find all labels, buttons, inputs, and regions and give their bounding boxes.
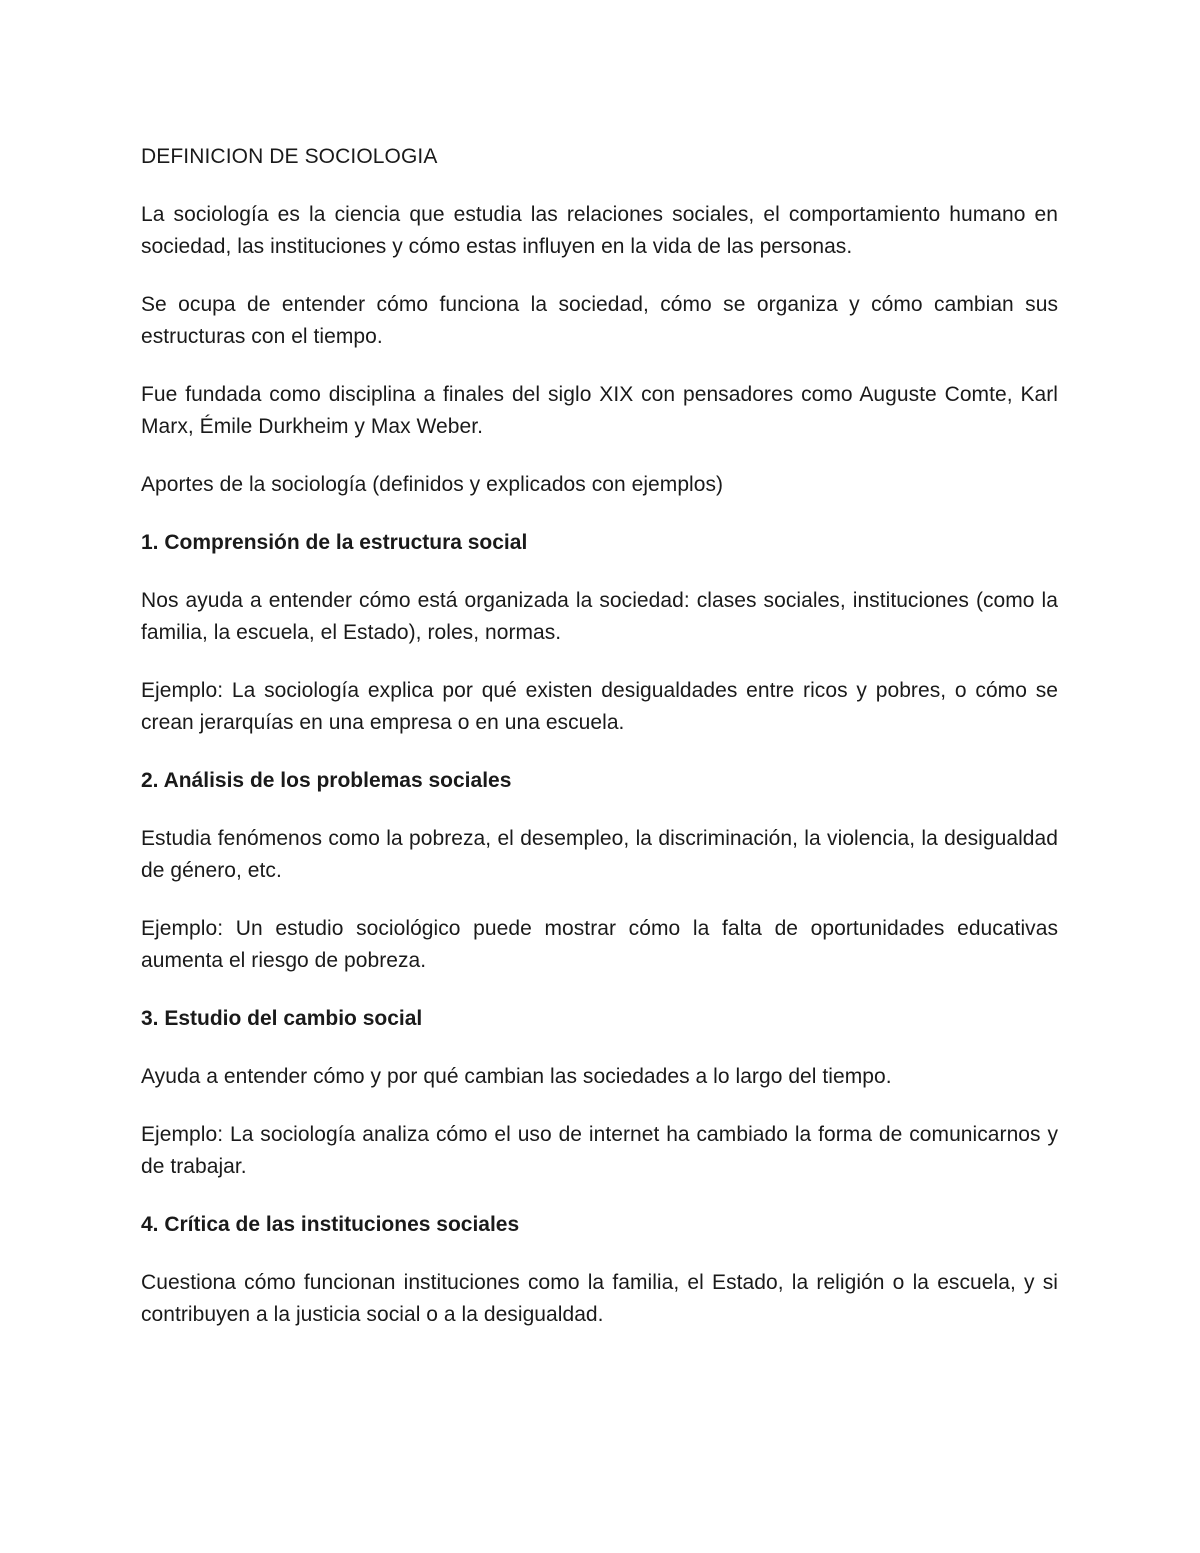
document-page xyxy=(141,141,1058,1331)
section-1-example: Ejemplo: La sociología explica por qué existen desigualdades entre ricos y pobres, o cómo se crean jerarquías en una empresa o en una escuela. xyxy=(141,679,1058,734)
section-1-paragraph: Nos ayuda a entender cómo está organizada la sociedad: clases sociales, instituciones (como la familia, la escuela, el Estado), roles, normas. xyxy=(141,589,1058,644)
section-heading-3: 3. Estudio del cambio social xyxy=(141,1007,423,1030)
section-2-example: Ejemplo: Un estudio sociológico puede mostrar cómo la falta de oportunidades educativas aumenta el riesgo de pobreza. xyxy=(141,917,1058,972)
intro-paragraph-contributions: Aportes de la sociología (definidos y explicados con ejemplos) xyxy=(141,473,724,496)
intro-paragraph-history: Fue fundada como disciplina a finales del siglo XIX con pensadores como Auguste Comte, Karl Marx, Émile Durkheim y Max Weber. xyxy=(141,383,1058,438)
document-title: DEFINICION DE SOCIOLOGIA xyxy=(141,145,438,168)
section-heading-1: 1. Comprensión de la estructura social xyxy=(141,531,528,554)
section-4-paragraph: Cuestiona cómo funcionan instituciones como la familia, el Estado, la religión o la escuela, y si contribuyen a la justicia social o a la desigualdad. xyxy=(141,1271,1058,1326)
intro-paragraph-purpose: Se ocupa de entender cómo funciona la sociedad, cómo se organiza y cómo cambian sus estructuras con el tiempo. xyxy=(141,293,1058,348)
section-heading-2: 2. Análisis de los problemas sociales xyxy=(141,769,512,792)
section-3-example: Ejemplo: La sociología analiza cómo el uso de internet ha cambiado la forma de comunicarnos y de trabajar. xyxy=(141,1123,1058,1178)
section-2-paragraph: Estudia fenómenos como la pobreza, el desempleo, la discriminación, la violencia, la desigualdad de género, etc. xyxy=(141,827,1058,882)
intro-paragraph-definition: La sociología es la ciencia que estudia las relaciones sociales, el comportamiento humano en sociedad, las instituciones y cómo estas influyen en la vida de las personas. xyxy=(141,203,1058,258)
section-3-paragraph: Ayuda a entender cómo y por qué cambian las sociedades a lo largo del tiempo. xyxy=(141,1065,892,1088)
section-heading-4: 4. Crítica de las instituciones sociales xyxy=(141,1213,520,1236)
